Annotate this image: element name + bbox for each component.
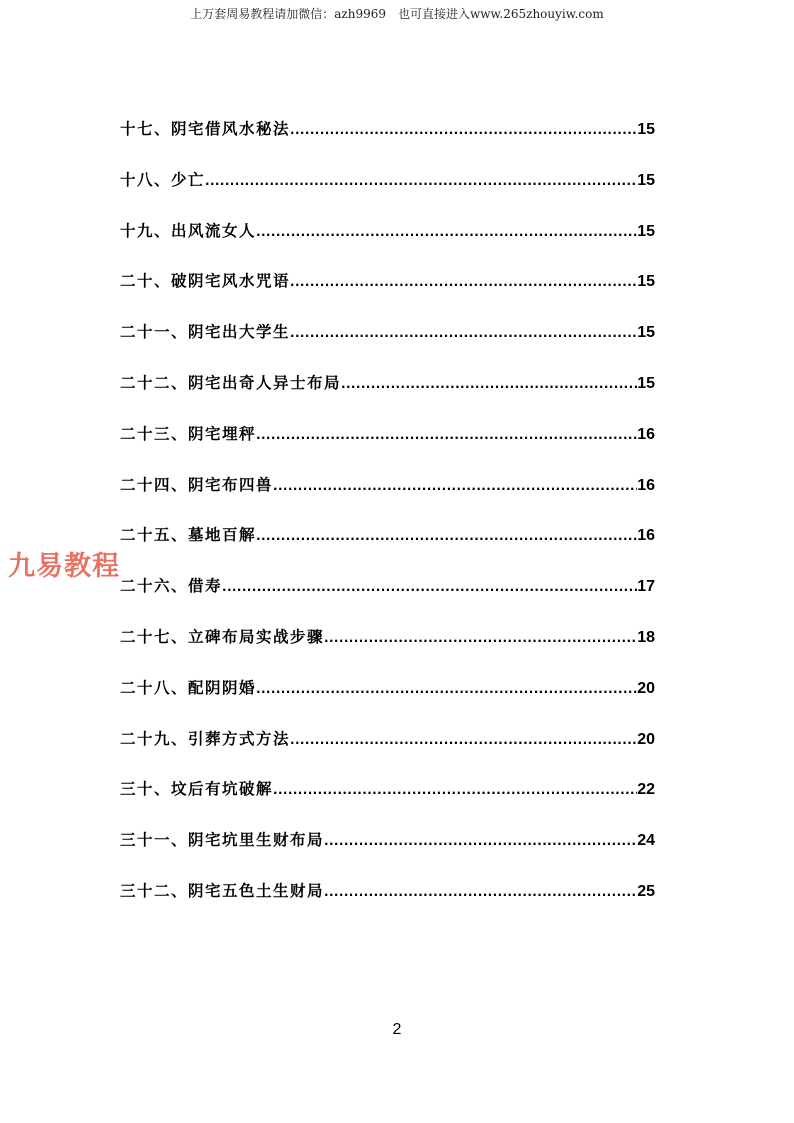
toc-entry[interactable] — [120, 727, 655, 778]
toc-entry[interactable] — [120, 828, 655, 879]
toc-entry-title: 二十二、阴宅出奇人异士布局 — [120, 372, 342, 392]
toc-entry[interactable] — [120, 523, 655, 574]
toc-dot-leader — [256, 529, 637, 543]
toc-entry-title: 二十八、配阴阴婚 — [120, 677, 257, 697]
toc-dot-leader — [290, 326, 637, 340]
toc-entry[interactable] — [120, 625, 655, 676]
toc-dot-leader — [205, 174, 637, 188]
toc-entry-page: 17 — [637, 578, 655, 596]
toc-entry[interactable] — [120, 269, 655, 320]
toc-entry-title: 二十九、引葬方式方法 — [120, 728, 291, 748]
toc-entry-page: 22 — [637, 781, 655, 799]
toc-entry-page: 25 — [637, 882, 655, 900]
toc-entry-title: 三十二、阴宅五色土生财局 — [120, 880, 325, 900]
toc-entry-title: 二十一、阴宅出大学生 — [120, 322, 291, 342]
page-header: 上万套周易教程请加微信：azh9969 也可直接进入www.265zhouyiw.com — [190, 7, 604, 21]
toc-dot-leader — [324, 631, 637, 645]
toc-entry-page: 16 — [637, 476, 655, 494]
toc-entry[interactable] — [120, 574, 655, 625]
toc-entry-page: 24 — [637, 832, 655, 850]
toc-entry[interactable] — [120, 320, 655, 371]
toc-dot-leader — [256, 428, 637, 442]
toc-dot-leader — [324, 834, 637, 848]
toc-dot-leader — [256, 682, 637, 696]
toc-entry[interactable] — [120, 422, 655, 473]
toc-dot-leader — [273, 783, 637, 797]
toc-entry-page: 15 — [637, 324, 655, 342]
toc-entry-title: 十七、阴宅借风水秘法 — [120, 119, 291, 138]
toc-entry-title: 二十、破阴宅风水咒语 — [120, 271, 291, 291]
toc-dot-leader — [256, 225, 637, 239]
toc-entry-title: 三十一、阴宅坑里生财布局 — [120, 830, 325, 850]
toc-entry-title: 十九、出风流女人 — [120, 220, 257, 240]
watermark: 九易教程 — [8, 551, 120, 582]
toc-entry[interactable] — [120, 473, 655, 524]
toc-entry-title: 二十七、立碑布局实战步骤 — [120, 626, 325, 646]
toc-dot-leader — [273, 479, 637, 493]
toc-entry[interactable] — [120, 777, 655, 828]
toc-dot-leader — [290, 275, 637, 289]
toc-entry[interactable] — [120, 168, 655, 219]
toc-entry[interactable] — [120, 219, 655, 270]
toc-entry-page: 16 — [637, 527, 655, 545]
toc-dot-leader — [341, 377, 637, 391]
toc-entry-title: 二十六、借寿 — [120, 576, 223, 596]
toc-dot-leader — [290, 123, 637, 137]
page-number: 2 — [392, 1021, 402, 1038]
toc-entry[interactable] — [120, 879, 655, 930]
toc-entry-title: 二十三、阴宅埋秤 — [120, 423, 257, 443]
toc-entry-page: 20 — [637, 679, 655, 697]
toc-entry-page: 15 — [637, 273, 655, 291]
toc-entry-page: 15 — [637, 374, 655, 392]
toc-entry-page: 15 — [637, 222, 655, 240]
toc-entry-title: 三十、坟后有坑破解 — [120, 779, 274, 799]
toc-entry-page: 16 — [637, 425, 655, 443]
toc-entry-title: 二十五、墓地百解 — [120, 525, 257, 545]
toc-entry[interactable] — [120, 676, 655, 727]
toc-entry-page: 18 — [637, 628, 655, 646]
toc-entry-page: 20 — [637, 730, 655, 748]
toc-entry-page: 15 — [637, 171, 655, 189]
toc-dot-leader — [222, 580, 637, 594]
toc-entry-title: 二十四、阴宅布四兽 — [120, 474, 274, 494]
toc-dot-leader — [290, 733, 637, 747]
toc-entry-title: 十八、少亡 — [120, 169, 206, 189]
toc-entry[interactable] — [120, 371, 655, 422]
table-of-contents — [120, 117, 655, 930]
toc-entry[interactable] — [120, 117, 655, 168]
toc-entry-page: 15 — [637, 121, 655, 138]
toc-dot-leader — [324, 885, 637, 899]
